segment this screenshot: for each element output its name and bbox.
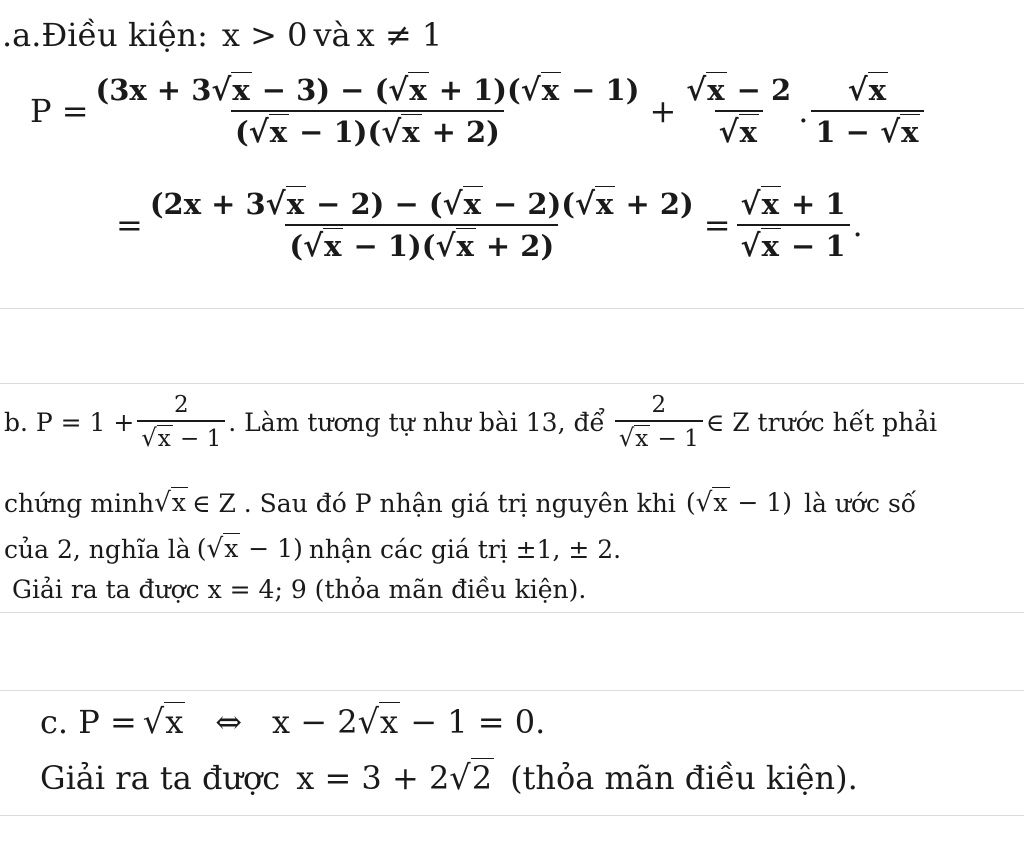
part-b-expression: (√x − 1)	[685, 488, 792, 518]
part-b-label: b. P = 1 +	[4, 407, 135, 437]
sqrt-x: √x	[880, 114, 919, 150]
part-b-text: ∈ Z . Sau đó P nhận giá trị nguyên khi	[192, 488, 676, 518]
sqrt-x: √x	[303, 228, 342, 264]
final-period: .	[852, 206, 863, 244]
part-b-text: nhận các giá trị ±1, ± 2.	[308, 534, 622, 564]
sqrt-x: √x	[435, 228, 474, 264]
first-fraction-numerator: (3x + 3√x − 3) − (√x + 1)(√x − 1)	[95, 72, 640, 108]
sqrt-x: √x	[575, 186, 614, 222]
part-b-fraction: $\frac{2}{√x - 1}$	[615, 392, 703, 452]
sqrt-x: √x	[381, 114, 420, 150]
divider	[0, 383, 1024, 384]
equals-sign: =	[703, 206, 731, 244]
part-b-fraction: $\frac{2}{√x - 1}$	[137, 392, 225, 452]
part-a-label: .a.Điều kiện:	[2, 16, 208, 54]
part-b-result: Giải ra ta được x = 4; 9 (thỏa mãn điều kiện).	[12, 575, 587, 604]
part-b-line1	[4, 392, 937, 452]
first-fraction	[92, 72, 644, 150]
equals-sign: =	[116, 206, 143, 244]
part-b-line4	[12, 575, 586, 604]
sqrt-x: √x	[141, 424, 171, 452]
plus-sign: +	[649, 92, 677, 130]
part-c-text: (thỏa mãn điều kiện).	[510, 758, 858, 797]
part-b-text: của 2, nghĩa là	[4, 534, 191, 564]
sqrt-x: √x	[442, 186, 481, 222]
sqrt-x: √x	[206, 534, 239, 564]
sqrt-x: √x	[520, 72, 560, 108]
sqrt-x: √x	[740, 228, 779, 264]
sqrt-x: √x	[142, 702, 184, 741]
part-c-solution: x = 3 + 2√2	[296, 758, 493, 797]
second-fraction: $\frac{√x - 2}{√x}$	[686, 72, 792, 150]
third-fraction: $\frac{√x}{1 - √x}$	[811, 72, 924, 150]
part-c-label: c. P =	[40, 702, 137, 741]
sqrt-2: √2	[449, 758, 493, 797]
part-b-text: ∈ Z trước hết phải	[705, 407, 938, 437]
sqrt-x: √x	[357, 702, 399, 741]
combined-fraction-denominator: (√x − 1)(√x + 2)	[285, 224, 558, 264]
expression-P-line1	[30, 72, 927, 150]
sqrt-x: √x	[740, 186, 779, 222]
combined-fraction-numerator: (2x + 3√x − 2) − (√x − 2)(√x + 2)	[149, 186, 694, 222]
result-fraction: $\frac{√x + 1}{√x - 1}$	[737, 186, 850, 264]
sqrt-x: √x	[618, 424, 649, 452]
divider	[0, 308, 1024, 309]
sqrt-x: √x	[686, 72, 725, 108]
sqrt-x: √x	[718, 114, 757, 150]
sqrt-x: √x	[695, 488, 728, 518]
multiply-dot: .	[798, 92, 809, 130]
condition-x-positive: x > 0	[221, 16, 308, 54]
part-b-text: chứng minh	[4, 488, 155, 518]
part-c-line1	[40, 702, 545, 741]
condition-line	[2, 16, 445, 54]
part-b-text: . Làm tương tự như bài 13, để	[228, 407, 605, 437]
conjunction-text: và	[313, 16, 351, 54]
divider	[0, 815, 1024, 816]
sqrt-x: √x	[211, 72, 250, 108]
first-fraction-denominator: (√x − 1)(√x + 2)	[231, 110, 504, 150]
part-b-line2	[4, 488, 916, 518]
part-c-text: Giải ra ta được	[40, 758, 281, 797]
condition-x-not-one: x ≠ 1	[356, 16, 443, 54]
part-b-line3	[4, 534, 621, 564]
sqrt-x: √x	[388, 72, 427, 108]
combined-fraction	[146, 186, 698, 264]
equivalence-arrow: ⇔	[215, 702, 243, 741]
divider	[0, 612, 1024, 613]
part-b-expression: (√x − 1)	[196, 534, 303, 564]
sqrt-x: √x	[265, 186, 304, 222]
expression-P-line2	[116, 186, 863, 264]
part-b-text: là ước số	[804, 488, 917, 518]
p-equals: P =	[30, 92, 89, 130]
divider	[0, 690, 1024, 691]
sqrt-x: √x	[847, 72, 887, 108]
sqrt-x: √x	[154, 488, 187, 518]
part-c-line2	[40, 758, 858, 797]
sqrt-x: √x	[248, 114, 288, 150]
part-c-equation: x − 2√x − 1 = 0.	[272, 702, 546, 741]
